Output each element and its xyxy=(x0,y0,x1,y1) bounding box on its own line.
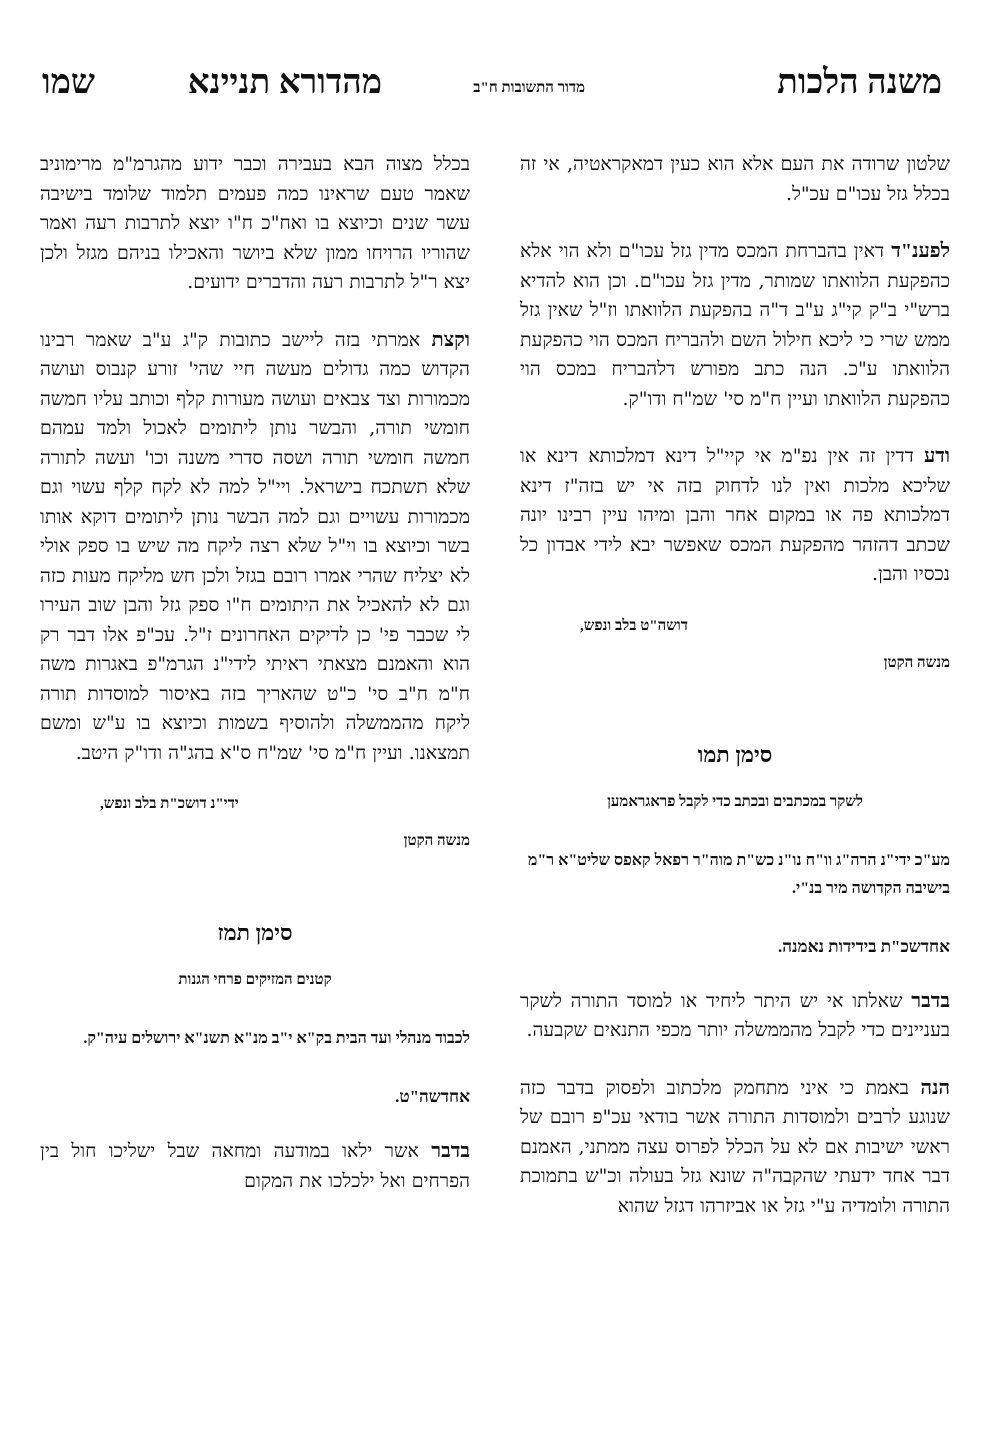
paragraph xyxy=(40,326,470,769)
addressee: לכבוד מנהלי ועד הבית בק"א י"ב מנ"א תשנ"א ירושלים עיה"ק. xyxy=(83,1030,470,1047)
paragraph-lead: וקצת xyxy=(431,328,470,351)
greeting: אחדשכ"ת בידידות נאמנה. xyxy=(777,936,950,956)
paragraph-body: שאלתו אי יש היתר ליחיד או למוסד התורה לשקר בעניינים כדי לקבל מהממשלה יותר מכפי התנאים שקבעה. xyxy=(520,989,950,1041)
paragraph-lead: לפענ"ד xyxy=(891,240,950,262)
paragraph-lead: הנה xyxy=(920,1076,950,1099)
paragraph-body: באמת כי איני מתחמק מלכתוב ולפסוק בדבר כזה שנוגע לרבים ולמוסדות התורה אשר בודאי עכ"פ רובם של ראשי ישיבות אם לא על הכלל לפרוס עצה ממתני, האמנם דבר אחד ידעתי שהקבה"ה שונא גזל בעולה וכ"ש בתמוכת התורה ולומדיה ע"י גזל או אביזרהו דגזל שהוא xyxy=(520,1076,950,1217)
greeting: אחדשה"ט. xyxy=(395,1087,470,1106)
addressee: מע"כ ידי"נ הרה"ג וו"ח נו"נ כש"ת מוה"ר רפאל קאפס שליט"א ר"מ בישיבה הקדושה מיר בנ"י. xyxy=(527,851,950,897)
closing-line: ידי"נ דושכ"ת בלב ונפש, xyxy=(100,796,239,812)
siman-subtitle: לשקר במכתבים ובכתב כדי לקבל פראגראמען xyxy=(607,793,863,810)
running-header xyxy=(30,58,970,118)
paragraph xyxy=(520,1074,950,1222)
section-title: מדור התשובות ח"ב xyxy=(473,80,585,96)
signature: מנשה הקטן xyxy=(403,833,470,849)
signature: מנשה הקטן xyxy=(883,654,950,671)
paragraph-lead: בדבר xyxy=(431,1140,470,1162)
closing-line: דושה"ט בלב ונפש, xyxy=(580,617,688,634)
paragraph xyxy=(520,442,950,590)
paragraph-body: אשר ילאו במודעה ומחאה שבל ישליכו חול בין הפרחים ואל ילכלכו את המקום xyxy=(40,1140,470,1192)
paragraph-body: אמרתי בזה ליישב כתובות ק"ג ע"ב שאמר רבינו הקדוש כמה גדולים מעשה חיי שהי' זורע קנבוס ועושה מכמורות וצד צבאים ועושה מעורות קלף וכותב עליו חמשה חומשי תורה, והבשר נותן ליתומים לאכול ולמד עמהם חמשה חומשי תורה ושסה סדרי משנה וכו' ועשה לתורה שלא תשתכח בישראל. ויי"ל למה לא לקח קלף עשוי וגם מכמורות עשויים וגם למה הבשר נותן ליתומים דוקא אותו בשר וכיוצא בו וי"ל שלא רצה ליקח מה שיש בו ספק אולי לא יצליח שהרי אמרו רובם בגזל ולכן חש מליקח מעות כזה וגם לא להאכיל את היתומים ח"ו ספק גזל והבן שוב העירו לי שכבר פי' כן לדיקים האחרונים ז"ל. עכ"פ אלו דבר רק הוא והאמנם מצאתי ראיתי לידי"נ הגרמ"פ באגרות משה ח"מ ח"ב סי' כ"ט שהאריך בזה באיסור למוסדות תורה ליקח מהממשלה ולהוסיף בשמות וכיוצא בו ע"ש ומשם תמצאנו. ועיין ח"מ סי' שמ"ח ס"א בהג"ה ודו"ק היטב. xyxy=(40,328,470,764)
paragraph-body: דדין זה אין נפ"מ אי קיי"ל דינא דמלכותא דינא או שליכא מלכות ואין לנו לדחוק בזה אי יש בזה"ז דינא דמלכותא פה או במקום אחר והבן ומיהו עיין רבינו יונה שכתב דהזהר מהפקעת המכס שאפשר יבא לידי אבדון כל נכסיו והבן. xyxy=(520,445,950,585)
paragraph: שלטון שרודה את העם אלא הוא כעין דמאקראטיה, אי זה בכלל גזל עכו"ם עכ"ל. xyxy=(520,153,950,205)
siman-title: סימן תמו xyxy=(697,741,773,767)
paragraph xyxy=(40,1137,470,1196)
paragraph-lead: בדבר xyxy=(911,989,950,1012)
paragraph: בכלל מצוה הבא בעבירה וכבר ידוע מהגרמ"מ מרימוניב שאמר טעם שראינו כמה פעמים תלמוד שלומד בישיבה עשר שנים וכיוצא בו ואח"כ ח"ו יוצא לתרבות רעה ואמר שהוריו הרויחו ממון שלא ביושר והאכילו בניהם מגזל ולכן יצא ר"ל לתרבות רעה והדברים ידועים. xyxy=(40,153,470,293)
paragraph-body: דאין בהברחת המכס מדין גזל עכו"ם ולא הוי אלא כהפקעת הלוואתו שמותר, מדין גזל עכו"ם. וכן הוא להדיא ברש"י ב"ק קי"ג ע"ב ד"ה בהפקעת הלוואתו וז"ל שאין גזל ממש שרי כי ליכא חילול השם ולהבריח המכס הוי כהפקעת הלוואתו ע"כ. הנה כתב מפורש דלהבריח במכס הוי כהפקעת הלוואתו ועיין ח"מ סי' שמ"ח ודו"ק. xyxy=(520,240,950,410)
siman-title: סימן תמז xyxy=(217,920,293,945)
page-number: שמו xyxy=(42,64,95,101)
right-column xyxy=(520,150,950,1249)
edition-title: מהדורא תניינא xyxy=(187,64,382,101)
siman-subtitle: קטנים המזיקים פרחי הגנות xyxy=(178,972,332,988)
paragraph xyxy=(520,987,950,1046)
paragraph-lead: ודע xyxy=(923,445,950,467)
paragraph xyxy=(520,237,950,414)
book-title: משנה הלכות xyxy=(777,64,942,101)
left-column xyxy=(40,150,470,1224)
